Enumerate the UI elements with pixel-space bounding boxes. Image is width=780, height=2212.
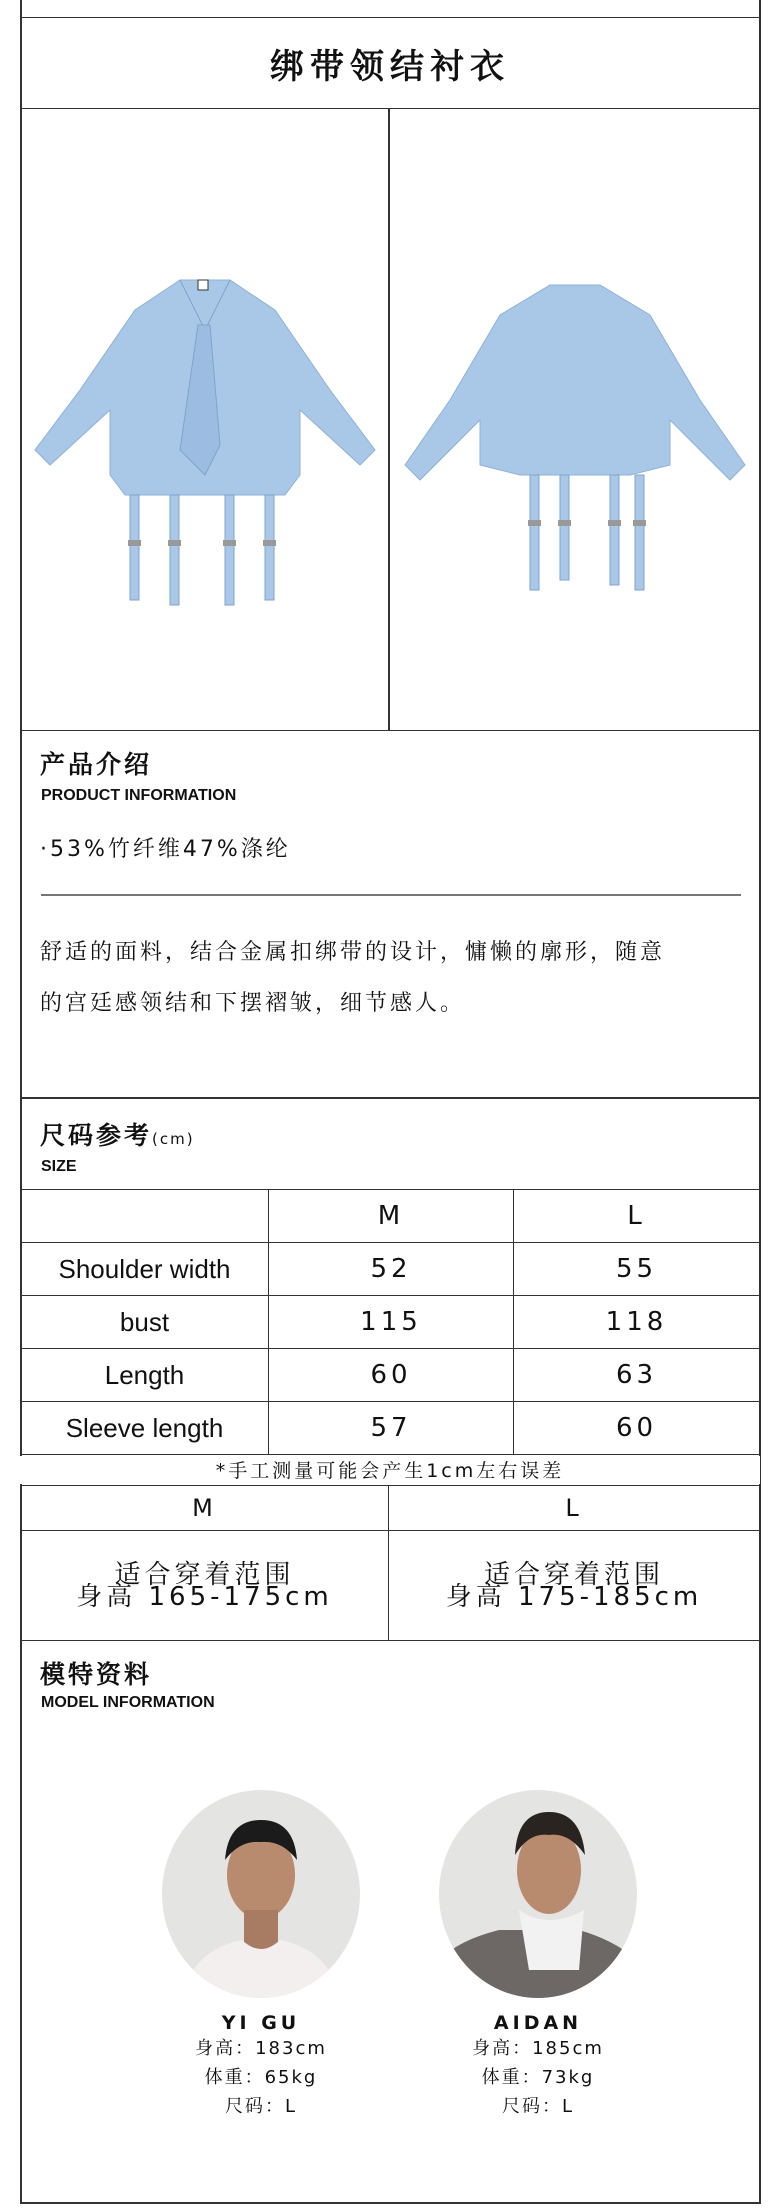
model-weight: 体重：65kg (204, 2067, 318, 2088)
size-heading-cn: 尺码参考 (40, 1121, 153, 1150)
model-size: 尺码：L (224, 2096, 298, 2117)
fit-size-l: L (389, 1486, 760, 1531)
material-text: ·53%竹纤维47%涤纶 (40, 837, 291, 862)
cell-l: 63 (514, 1349, 760, 1402)
product-heading: 产品介绍 (40, 750, 153, 779)
header-cell: L (514, 1190, 760, 1243)
measurement-note: *手工测量可能会产生1cm左右误差 (20, 1456, 760, 1484)
description-line-1: 舒适的面料，结合金属扣绑带的设计，慵懒的廓形，随意 (40, 940, 666, 965)
row-label: Sleeve length (21, 1402, 269, 1455)
model-card (131, 1790, 391, 2121)
model-name: AIDAN (493, 2012, 583, 2034)
cell-m: 57 (269, 1402, 514, 1455)
model-weight: 体重：73kg (481, 2067, 595, 2088)
size-heading (40, 1116, 195, 1152)
model-photo (162, 1790, 360, 1998)
table-row (21, 1349, 760, 1402)
model-card (408, 1790, 668, 2121)
fit-header-row (21, 1486, 760, 1531)
size-heading-en: SIZE (41, 1158, 77, 1175)
row-label: bust (21, 1296, 269, 1349)
avatar (162, 1790, 360, 1998)
fit-range: 身高 165-175cm (76, 1581, 333, 1612)
model-photo (439, 1790, 637, 1998)
fit-size-m: M (21, 1486, 389, 1531)
avatar (439, 1790, 637, 1998)
product-heading-en: PRODUCT INFORMATION (41, 787, 237, 804)
product-divider (41, 894, 741, 896)
fit-range: 身高 175-185cm (445, 1581, 703, 1612)
table-header-row (21, 1190, 760, 1243)
fit-range-l (389, 1531, 760, 1641)
table-row (21, 1296, 760, 1349)
header-cell (21, 1190, 269, 1243)
cell-m: 52 (269, 1243, 514, 1296)
model-name: YI GU (221, 2012, 301, 2034)
header-cell: M (269, 1190, 514, 1243)
cell-l: 55 (514, 1243, 760, 1296)
model-heading: 模特资料 (40, 1660, 153, 1689)
cell-l: 118 (514, 1296, 760, 1349)
model-size: 尺码：L (501, 2096, 575, 2117)
page-title: 绑带领结衬衣 (20, 17, 760, 109)
cell-l: 60 (514, 1402, 760, 1455)
image-divider (388, 108, 390, 731)
fit-label: 适合穿着范围 (114, 1559, 295, 1590)
fit-row (21, 1531, 760, 1641)
fit-range-m (21, 1531, 389, 1641)
size-unit: (cm) (152, 1130, 195, 1148)
size-table (20, 1189, 760, 1455)
fit-table (20, 1485, 760, 1641)
fit-label: 适合穿着范围 (483, 1559, 664, 1590)
model-heading-en: MODEL INFORMATION (41, 1694, 215, 1711)
row-label: Shoulder width (21, 1243, 269, 1296)
table-row (21, 1402, 760, 1455)
cell-m: 115 (269, 1296, 514, 1349)
frame-bottom (20, 2202, 761, 2204)
model-height: 身高：183cm (195, 2038, 327, 2059)
table-row (21, 1243, 760, 1296)
description-line-2: 的宫廷感领结和下摆褶皱，细节感人。 (40, 991, 466, 1016)
shirt-front-image (30, 270, 380, 610)
cell-m: 60 (269, 1349, 514, 1402)
shirt-back-image (400, 280, 750, 610)
model-height: 身高：185cm (472, 2038, 604, 2059)
section-divider (20, 1097, 761, 1099)
row-label: Length (21, 1349, 269, 1402)
